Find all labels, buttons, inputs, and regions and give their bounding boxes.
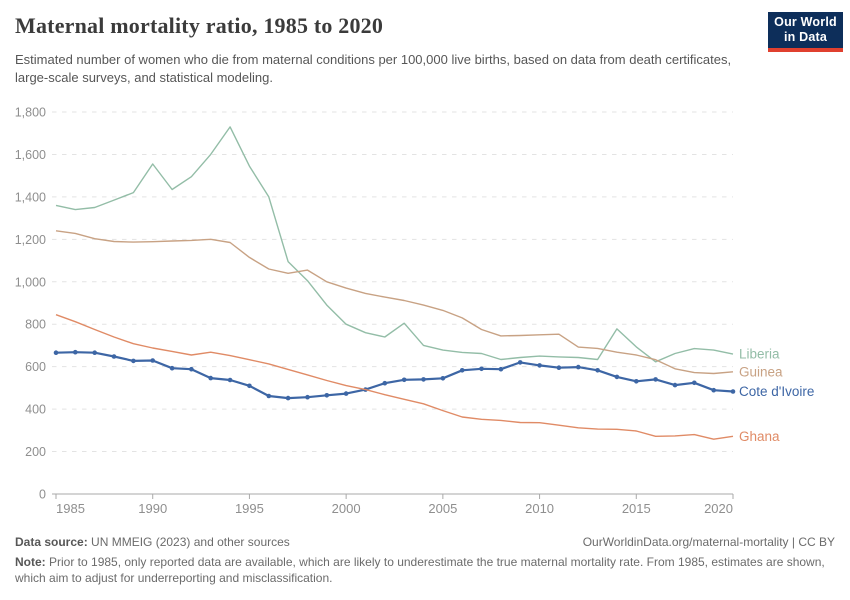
chart-subtitle: Estimated number of women who die from maternal conditions per 100,000 live births, based on data from death certificates, large-scale surveys, and statistical modeling. bbox=[15, 52, 732, 86]
chart-note-label: Note: bbox=[15, 555, 46, 569]
data-source bbox=[15, 535, 290, 549]
source-url-link[interactable]: OurWorldinData.org/maternal-mortality | CC BY bbox=[582, 535, 835, 549]
legend-label-guinea[interactable]: Guinea bbox=[739, 364, 783, 380]
y-tick-label: 1,200 bbox=[14, 232, 46, 247]
x-axis bbox=[52, 494, 733, 499]
x-tick-label: 2005 bbox=[428, 501, 458, 516]
legend-label-cote-d-ivoire[interactable]: Cote d'Ivoire bbox=[739, 383, 815, 399]
x-tick-label: 1990 bbox=[138, 501, 168, 516]
y-tick-label: 600 bbox=[25, 360, 46, 375]
y-tick-label: 400 bbox=[25, 402, 46, 417]
x-tick-label: 2000 bbox=[331, 501, 361, 516]
y-tick-label: 1,800 bbox=[14, 105, 46, 120]
line-ghana[interactable] bbox=[56, 315, 733, 440]
owid-logo-line1: Our World bbox=[774, 15, 837, 30]
line-liberia[interactable] bbox=[56, 127, 733, 362]
y-tick-label: 800 bbox=[25, 317, 46, 332]
owid-logo bbox=[768, 12, 843, 52]
y-tick-label: 1,000 bbox=[14, 275, 46, 290]
y-tick-label: 200 bbox=[25, 445, 46, 460]
x-tick-label: 2015 bbox=[621, 501, 651, 516]
y-tick-label: 1,600 bbox=[14, 147, 46, 162]
chart-note-text: Prior to 1985, only reported data are available, which are likely to underestimate the true maternal mortality rate. From 1985, estimates are shown, which aim to adjust for underreporting and misclassification. bbox=[15, 555, 825, 585]
owid-logo-line2: in Data bbox=[783, 30, 828, 44]
y-gridlines bbox=[52, 112, 733, 452]
data-source-text: UN MMEIG (2023) and other sources bbox=[87, 535, 290, 549]
x-tick-label: 1985 bbox=[56, 501, 85, 516]
x-tick-label: 1995 bbox=[234, 501, 264, 516]
chart-note bbox=[15, 555, 837, 586]
line-chart-canvas[interactable] bbox=[0, 96, 850, 536]
legend-label-liberia[interactable]: Liberia bbox=[739, 346, 780, 362]
x-axis-labels bbox=[56, 501, 733, 516]
page-title: Maternal mortality ratio, 1985 to 2020 bbox=[15, 13, 384, 38]
markers-cote-d-ivoire bbox=[54, 350, 736, 401]
y-axis-labels bbox=[15, 106, 46, 502]
x-tick-label: 2010 bbox=[525, 501, 555, 516]
y-tick-label: 1,400 bbox=[14, 190, 46, 205]
chart-footer bbox=[15, 535, 835, 586]
y-tick-label: 0 bbox=[39, 487, 46, 502]
legend-label-ghana[interactable]: Ghana bbox=[739, 428, 780, 444]
data-source-label: Data source: bbox=[15, 535, 88, 549]
line-cote-d-ivoire[interactable] bbox=[56, 352, 733, 398]
x-tick-label: 2020 bbox=[704, 501, 733, 516]
line-guinea[interactable] bbox=[56, 231, 733, 374]
